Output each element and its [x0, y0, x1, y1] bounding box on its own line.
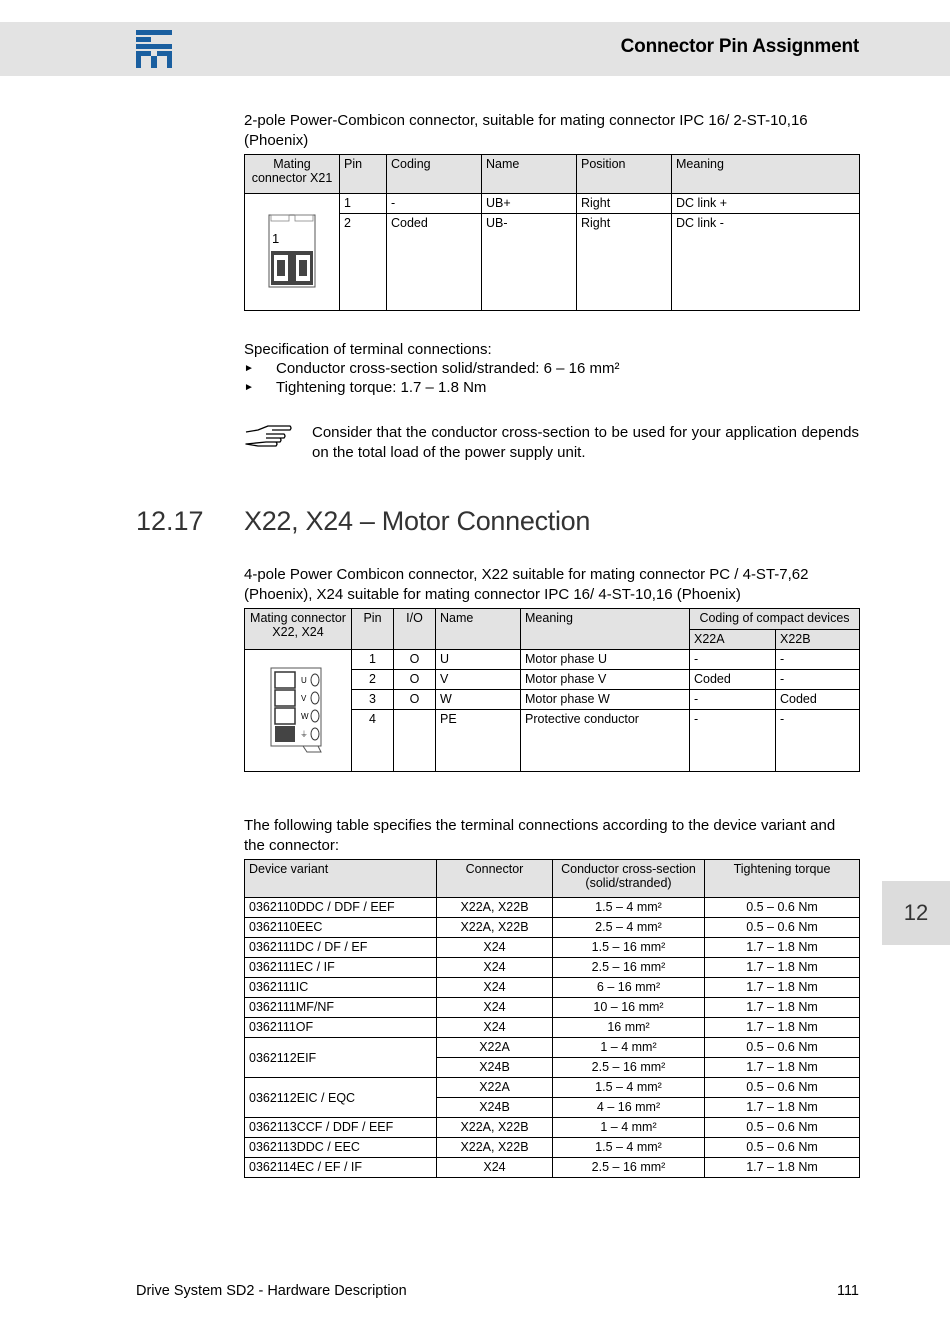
cell: 1.5 – 4 mm² [553, 1078, 705, 1098]
header-io: I/O [394, 609, 436, 650]
cell: X22A [437, 1078, 553, 1098]
cell: 16 mm² [553, 1018, 705, 1038]
cell: 0362111EC / IF [245, 958, 437, 978]
cell: - [690, 710, 776, 772]
cell: 1.7 – 1.8 Nm [705, 1058, 860, 1078]
cell: 1.5 – 4 mm² [553, 1138, 705, 1158]
cell: 1 [352, 650, 394, 670]
ground-symbol: ⏚ [300, 730, 308, 739]
cell: 0362113CCF / DDF / EEF [245, 1118, 437, 1138]
x22-pin-table [244, 608, 860, 772]
cell: Right [577, 214, 672, 311]
cell: 1.7 – 1.8 Nm [705, 978, 860, 998]
cell: X22A, X22B [437, 1138, 553, 1158]
header-meaning: Meaning [521, 609, 690, 650]
x21-pin-table [244, 154, 860, 311]
cell: 2 [352, 670, 394, 690]
footer-page-number: 111 [836, 1283, 859, 1299]
cell: Motor phase V [521, 670, 690, 690]
cell: 1 [340, 194, 387, 214]
cell: 2.5 – 4 mm² [553, 918, 705, 938]
cell: 0362112EIF [245, 1038, 437, 1078]
cell: O [394, 650, 436, 670]
x22-connector-image [263, 664, 333, 754]
cell: Right [577, 194, 672, 214]
cell: 0362111DC / DF / EF [245, 938, 437, 958]
cell: UB+ [482, 194, 577, 214]
cell: X22A [437, 1038, 553, 1058]
table-row [245, 1078, 860, 1098]
chapter-tab: 12 [882, 881, 950, 945]
cell: O [394, 670, 436, 690]
cell: 6 – 16 mm² [553, 978, 705, 998]
header-pin: Pin [340, 155, 387, 194]
page-header-title: Connector Pin Assignment [620, 36, 859, 57]
table-row [245, 938, 860, 958]
table-row [245, 918, 860, 938]
header-tightening-torque: Tightening torque [705, 860, 860, 898]
note-text: Consider that the conductor cross-section to be used for your application depends on the total load of the power supply unit. [312, 424, 859, 461]
table-row [245, 1118, 860, 1138]
variants-intro: The following table specifies the terminal connections according to the device variant and the connector: [244, 817, 836, 854]
cell: 1.7 – 1.8 Nm [705, 1098, 860, 1118]
x22-label-u: U [301, 676, 307, 685]
header-position: Position [577, 155, 672, 194]
cell: - [776, 710, 860, 772]
cell: PE [436, 710, 521, 772]
x22-label-v: V [301, 694, 307, 703]
cell: DC link + [672, 194, 860, 214]
header-name: Name [436, 609, 521, 650]
x22-intro: 4-pole Power Combicon connector, X22 suitable for mating connector PC / 4-ST-7,62 (Phoenix), X24 suitable for mating connector IPC 16/ 4-ST-10,16 (Phoenix) [244, 566, 809, 603]
cell: 2.5 – 16 mm² [553, 1158, 705, 1178]
cell: DC link - [672, 214, 860, 311]
header-connector: Connector [437, 860, 553, 898]
cell: X22A, X22B [437, 918, 553, 938]
cell: X24 [437, 1158, 553, 1178]
cell: - [690, 690, 776, 710]
cell: 0362110EEC [245, 918, 437, 938]
cell: 0362112EIC / EQC [245, 1078, 437, 1118]
footer-document-title: Drive System SD2 - Hardware Description [136, 1283, 407, 1299]
header-pin: Pin [352, 609, 394, 650]
cell: 1 – 4 mm² [553, 1118, 705, 1138]
x21-connector-image [262, 211, 322, 291]
cell: Protective conductor [521, 710, 690, 772]
header-x22b: X22B [776, 630, 860, 650]
cell: - [776, 650, 860, 670]
cell: 0.5 – 0.6 Nm [705, 1118, 860, 1138]
cell: 2.5 – 16 mm² [553, 958, 705, 978]
table-row [245, 194, 860, 214]
header-coding: Coding [387, 155, 482, 194]
cell: Coded [387, 214, 482, 311]
company-logo [136, 30, 172, 68]
bullet-icon: ► [244, 382, 254, 394]
cell: 1.7 – 1.8 Nm [705, 1018, 860, 1038]
cell: 0362111IC [245, 978, 437, 998]
section-number: 12.17 [136, 506, 204, 536]
spec-item-torque: Tightening torque: 1.7 – 1.8 Nm [276, 379, 487, 396]
cell: UB- [482, 214, 577, 311]
x22-connector-image-cell [245, 650, 352, 772]
section-title: X22, X24 – Motor Connection [244, 506, 591, 536]
cell: X24 [437, 938, 553, 958]
cell: Coded [690, 670, 776, 690]
cell: 0.5 – 0.6 Nm [705, 1138, 860, 1158]
cell: 0362113DDC / EEC [245, 1138, 437, 1158]
x21-connector-image-cell [245, 194, 340, 311]
cell: 0362111OF [245, 1018, 437, 1038]
table-row [245, 978, 860, 998]
cell: 4 – 16 mm² [553, 1098, 705, 1118]
cell: 0362114EC / EF / IF [245, 1158, 437, 1178]
cell: 0.5 – 0.6 Nm [705, 1038, 860, 1058]
cell: U [436, 650, 521, 670]
cell: W [436, 690, 521, 710]
cell: 0362111MF/NF [245, 998, 437, 1018]
cell: 0.5 – 0.6 Nm [705, 898, 860, 918]
cell: 1.7 – 1.8 Nm [705, 1158, 860, 1178]
cell: 4 [352, 710, 394, 772]
cell: Motor phase W [521, 690, 690, 710]
cell: 2 [340, 214, 387, 311]
table-row [245, 958, 860, 978]
cell: 2.5 – 16 mm² [553, 1058, 705, 1078]
cell: - [690, 650, 776, 670]
cell: X24B [437, 1098, 553, 1118]
table-row [245, 1158, 860, 1178]
cell: 0362110DDC / DDF / EEF [245, 898, 437, 918]
cell: X22A, X22B [437, 1118, 553, 1138]
cell: 1.7 – 1.8 Nm [705, 998, 860, 1018]
cell: X22A, X22B [437, 898, 553, 918]
header-coding-compact: Coding of compact devices [690, 609, 860, 630]
header-cross-section: Conductor cross-section (solid/stranded) [553, 860, 705, 898]
cell: - [387, 194, 482, 214]
header-mating-connector: Mating connector X21 [245, 155, 340, 194]
cell: X24 [437, 998, 553, 1018]
cell: 10 – 16 mm² [553, 998, 705, 1018]
pointing-hand-icon [244, 424, 292, 450]
cell: X24 [437, 1018, 553, 1038]
header-meaning: Meaning [672, 155, 860, 194]
list-item [244, 359, 619, 379]
header-mating-connector: Mating connector X22, X24 [245, 609, 352, 650]
cell: 0.5 – 0.6 Nm [705, 918, 860, 938]
cell: 0.5 – 0.6 Nm [705, 1078, 860, 1098]
list-item [244, 378, 486, 398]
cell: V [436, 670, 521, 690]
cell: X24 [437, 978, 553, 998]
header-device-variant: Device variant [245, 860, 437, 898]
table-row [245, 1018, 860, 1038]
table-row [245, 650, 860, 670]
device-variant-table [244, 859, 860, 1178]
cell: Coded [776, 690, 860, 710]
cell: Motor phase U [521, 650, 690, 670]
x22-label-w: W [301, 712, 309, 721]
table-row [245, 998, 860, 1018]
table-row [245, 1038, 860, 1058]
cell: 3 [352, 690, 394, 710]
spec-item-cross-section: Conductor cross-section solid/stranded: 6 – 16 mm² [276, 360, 620, 377]
x21-intro: 2-pole Power-Combicon connector, suitable for mating connector IPC 16/ 2-ST-10,16 (Phoenix) [244, 112, 808, 149]
cell: 1 – 4 mm² [553, 1038, 705, 1058]
spec-title: Specification of terminal connections: [244, 341, 492, 358]
x21-pin1-label: 1 [272, 230, 280, 246]
cell [394, 710, 436, 772]
table-row [245, 1138, 860, 1158]
header-name: Name [482, 155, 577, 194]
cell: 1.5 – 16 mm² [553, 938, 705, 958]
table-row [245, 898, 860, 918]
cell: - [776, 670, 860, 690]
cell: X24B [437, 1058, 553, 1078]
cell: 1.7 – 1.8 Nm [705, 958, 860, 978]
bullet-icon: ► [244, 363, 254, 375]
cell: 1.5 – 4 mm² [553, 898, 705, 918]
cell: O [394, 690, 436, 710]
header-x22a: X22A [690, 630, 776, 650]
cell: 1.7 – 1.8 Nm [705, 938, 860, 958]
cell: X24 [437, 958, 553, 978]
